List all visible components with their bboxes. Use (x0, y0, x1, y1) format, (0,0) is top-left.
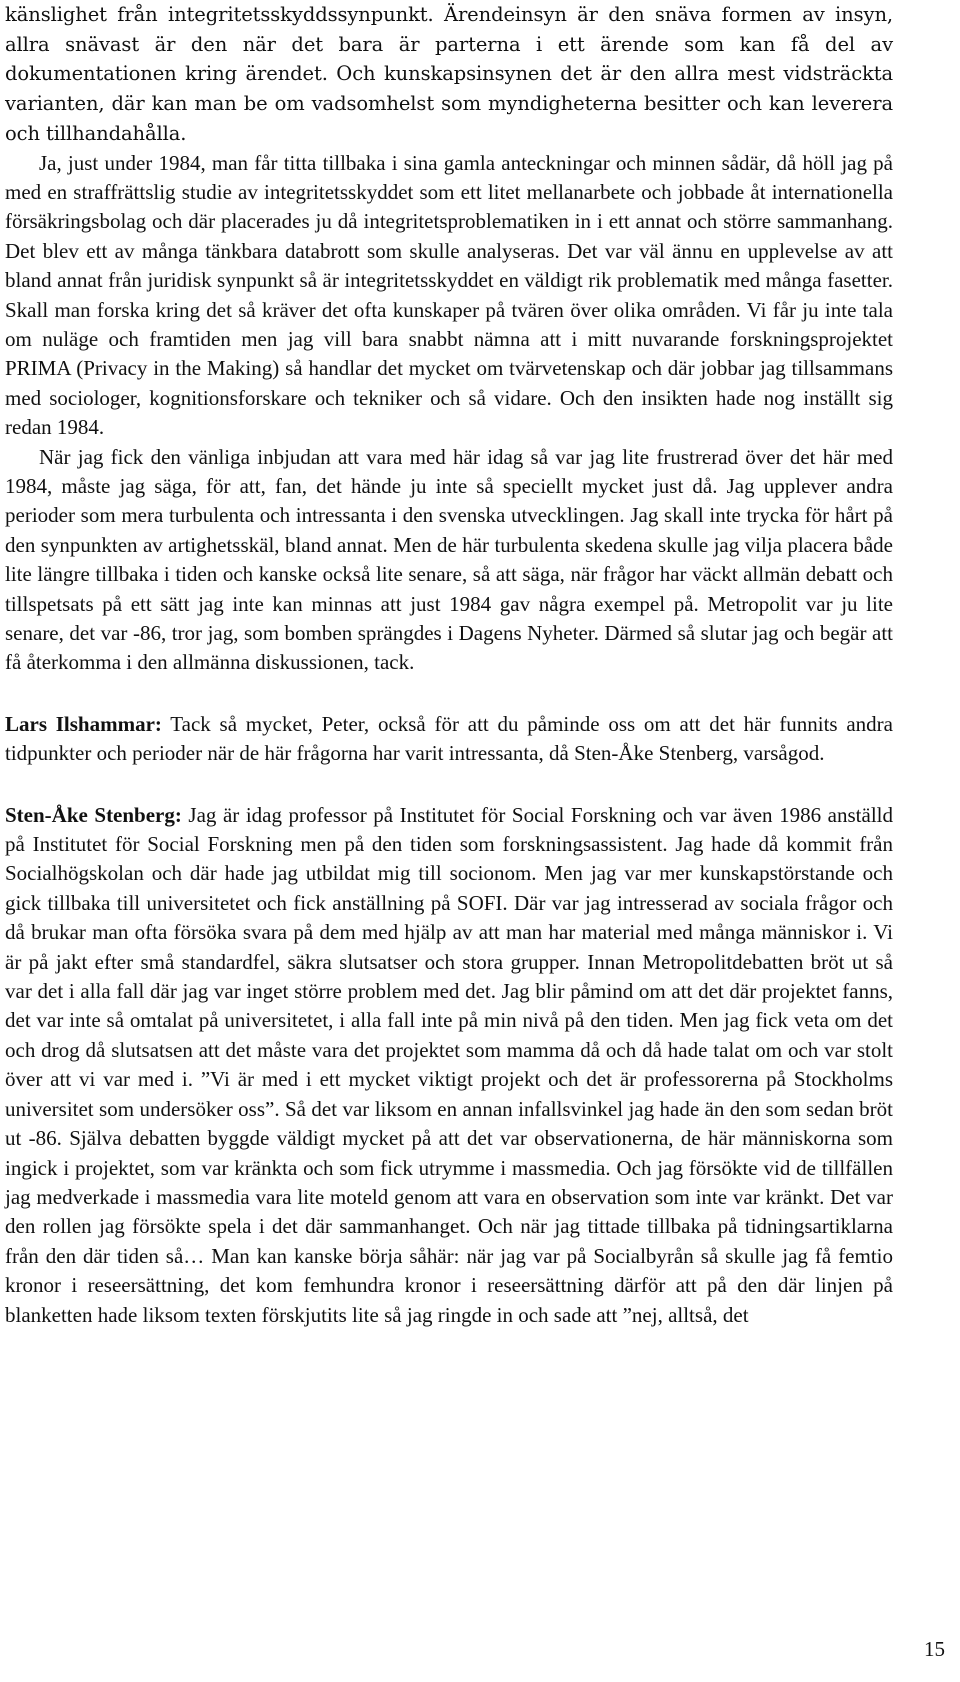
paragraph-sten-ake-stenberg (5, 801, 893, 1330)
speaker-name: Lars Ilshammar: (5, 711, 162, 736)
paragraph-invitation: När jag fick den vänliga inbjudan att vara med här idag så var jag lite frustrerad över det här med 1984, måste jag säga, för att, fan, det hände ju inte så speciellt mycket just då. Jag upplever andra perioder som mera turbulenta och intressanta i den svenska utvecklingen. Jag skall inte trycka för hårt på den synpunkten av artighetsskäl, bland annat. Men de här turbulenta skedena skulle jag vilja placera både lite längre tillbaka i tiden och kanske också lite senare, så att säga, när frågor har väckt allmän debatt och tillspetsats på ett sätt jag inte kan minnas att just 1984 gav några exempel på. Metropolit var ju lite senare, det var -86, tror jag, som bomben sprängdes i Dagens Nyheter. Därmed så slutar jag och begär att få återkomma i den allmänna diskussionen, tack. (5, 444, 893, 675)
paragraph-1984-study: Ja, just under 1984, man får titta tillbaka i sina gamla anteckningar och minnen sådär, då höll jag på med en straffrättslig studie av integritetsskyddet som ett litet mellanarbete och jobbade åt internationella försäkringsbolag och där placerades ju då integritetsproblematiken in i ett annat och större sammanhang. Det blev ett av många tänkbara databrott som skulle analyseras. Det var väl ännu en upplevelse av att bland annat från juridisk synpunkt så är integritetsskyddet en väldigt rik problematik med många fasetter. Skall man forska kring det så kräver det ofta kunskaper på tvären över olika områden. Vi får ju inte tala om nuläge och framtiden men jag vill bara snabbt nämna att i mitt nuvarande forskningsprojektet PRIMA (Privacy in the Making) så handlar det mycket om tvärvetenskap och där jobbar jag tillsammans med sociologer, kognitionsforskare och tekniker och så vidare. Och den insikten hade nog inställt sig redan 1984. (5, 150, 893, 440)
paragraph-gap (5, 678, 893, 710)
page-number: 15 (924, 1637, 945, 1661)
speech-text: Jag är idag professor på Institutet för Social Forskning och var även 1986 anställd på Institutet för Social Forskning men på den tiden som forskningsassistent. Jag hade då kommit från Socialhögskolan och där hade jag utbildat mig till socionom. Men jag var mer kunskapstörstande och gick tillbaka till universitetet och fick anställning på SOFI. Där var jag intresserad av sociala frågor och då brukar man ofta försöka svara på dem med hjälp av att man har material med många människor i. Vi är på jakt efter små standardfel, säkra slutsatser och stora grupper. Innan Metropolitdebatten bröt ut så var det i alla fall där jag var inget större problem med det. Jag blir påmind om att det där projektet fanns, det var inte så omtalat på universitetet, i alla fall inte på min nivå på den tiden. Men jag fick veta om det och drog då slutsatsen att det måste vara det projektet som mamma då och då hade talat om och var stolt över att vi var med i. ”Vi är med i ett mycket viktigt projekt och det är professorerna på Stockholms universitet som undersöker oss”. Så det var liksom en annan infallsvinkel jag hade än den som sedan bröt ut -86. Själva debatten byggde väldigt mycket på att det var observationerna, de här människorna som ingick i projektet, som var kränkta och som fick utrymme i massmedia. Och jag försökte vid de tillfällen jag medverkade i massmedia vara lite moteld genom att vara en observation som inte var kränkt. Det var den rollen jag försökte spela i det där sammanhanget. Och när jag tittade tillbaka på tidningsartiklarna från den där tiden så… Man kan kanske börja såhär: när jag var på Socialbyrån så skulle jag få femtio kronor i reseersättning, det kom femhundra kronor i reseersättning därför att på den där linjen på blanketten hade liksom texten förskjutits lite så jag ringde in och sade att ”nej, alltså, det (5, 802, 893, 1327)
speaker-name: Sten-Åke Stenberg: (5, 802, 182, 827)
paragraph-insyn: känslighet från integritetsskyddssynpunkt. Ärendeinsyn är den snäva formen av insyn, allra snävast är den när det bara är parterna i ett ärende som kan få del av dokumentationen kring ärendet. Och kunskapsinsynen det är den allra mest vidsträckta varianten, där kan man be om vadsomhelst som myndigheterna besitter och kan leverera och tillhandahålla. (5, 3, 893, 145)
speech-text: Tack så mycket, Peter, också för att du påminde oss om att det här funnits andra tidpunkter och perioder när de här frågorna har varit intressanta, då Sten-Åke Stenberg, varsågod. (5, 711, 893, 766)
document-page (5, 0, 893, 1330)
paragraph-gap (5, 769, 893, 801)
paragraph-lars-ilshammar (5, 710, 893, 769)
